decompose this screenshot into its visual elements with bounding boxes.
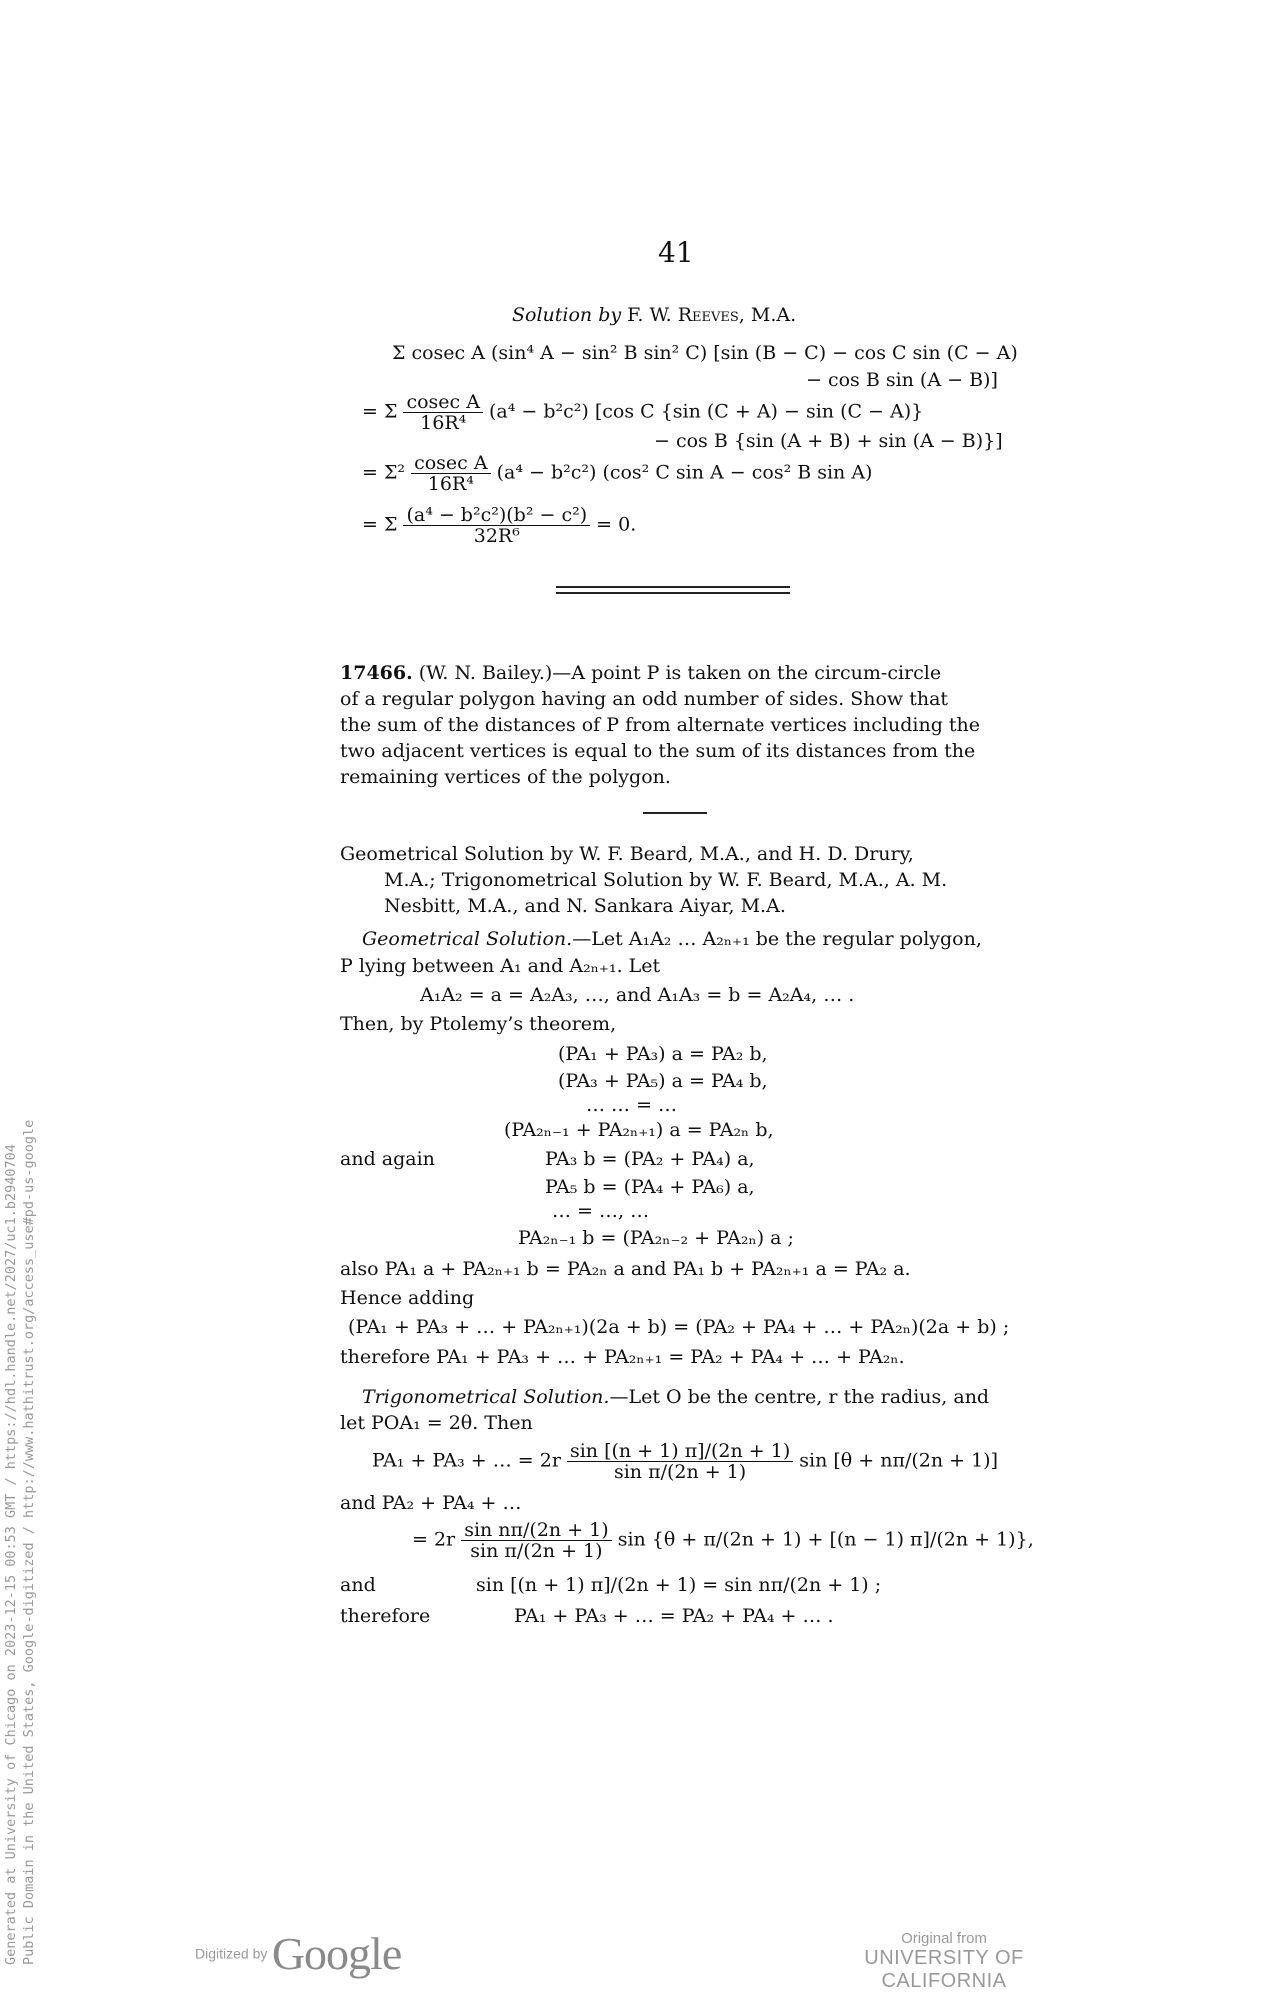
trig-eq-2-rest: sin {θ + π/(2n + 1) + [(n − 1) π]/(2n + 1)}, <box>617 1528 1034 1551</box>
ptolemy-1: (PA₁ + PA₃) a = PA₂ b, <box>558 1043 768 1065</box>
sum-line: (PA₁ + PA₃ + … + PA₂ₙ₊₁)(2a + b) = (PA₂ + PA₄ + … + PA₂ₙ)(2a + b) ; <box>348 1316 1010 1338</box>
institution-name: UNIVERSITY OF CALIFORNIA <box>864 1947 1024 1992</box>
reeves-eq-2-rest: (a⁴ − b²c²) [cos C {sin (C + A) − sin (C − A)} <box>488 400 924 423</box>
problem-line-3: the sum of the distances of P from alternate vertices including the <box>340 714 981 736</box>
page-number: 41 <box>658 236 694 269</box>
trig-eq-2-den: sin π/(2n + 1) <box>470 1540 603 1562</box>
digitized-by-google <box>195 1927 401 1980</box>
problem-line-1 <box>340 660 941 686</box>
reeves-heading-author: F. W. Reeves, M.A. <box>627 304 797 326</box>
geo-label: Geometrical Solution. <box>362 928 573 950</box>
reeves-eq-2-fraction <box>403 392 482 433</box>
hathitrust-attribution <box>2 1120 38 1965</box>
geo-line-4: Then, by Ptolemy’s theorem, <box>340 1013 617 1035</box>
reeves-eq-4-rest: = 0. <box>596 513 637 536</box>
trig-eq-2-fraction <box>461 1520 611 1561</box>
authors-line-1: Geometrical Solution by W. F. Beard, M.A., and H. D. Drury, <box>340 843 914 865</box>
trig-eq-1-fraction <box>567 1441 793 1482</box>
again-2: PA₅ b = (PA₄ + PA₆) a, <box>545 1176 755 1198</box>
reeves-eq-4-den: 32R⁶ <box>473 525 520 547</box>
trig-eq-1-den: sin π/(2n + 1) <box>613 1461 747 1483</box>
reeves-eq-2 <box>362 392 923 433</box>
again-4: PA₂ₙ₋₁ b = (PA₂ₙ₋₂ + PA₂ₙ) a ; <box>518 1227 794 1249</box>
short-rule <box>643 812 707 814</box>
trig-label: Trigonometrical Solution. <box>362 1386 610 1408</box>
reeves-eq-4-lead: = Σ <box>362 513 398 536</box>
geo-line-3: A₁A₂ = a = A₂A₃, …, and A₁A₃ = b = A₂A₄, … . <box>420 984 855 1006</box>
problem-line-2: of a regular polygon having an odd number of sides. Show that <box>340 688 949 710</box>
trig-eq-1-num: sin [(n + 1) π]/(2n + 1) <box>567 1441 793 1462</box>
also-line: also PA₁ a + PA₂ₙ₊₁ b = PA₂ₙ a and PA₁ b + PA₂ₙ₊₁ a = PA₂ a. <box>340 1258 911 1280</box>
ptolemy-2: (PA₃ + PA₅) a = PA₄ b, <box>558 1070 768 1092</box>
authors-line-3: Nesbitt, M.A., and N. Sankara Aiyar, M.A. <box>384 895 786 917</box>
trig-eq-1 <box>372 1441 998 1482</box>
trig-line-2: let POA₁ = 2θ. Then <box>340 1412 533 1434</box>
trig-and-1: and PA₂ + PA₄ + … <box>340 1492 522 1514</box>
reeves-eq-3-fraction <box>411 453 490 494</box>
trig-eq-2-num: sin nπ/(2n + 1) <box>461 1520 611 1541</box>
reeves-eq-4-fraction <box>403 505 590 546</box>
section-rule-bottom <box>556 592 790 594</box>
again-3: … = …, … <box>552 1200 650 1222</box>
attribution-line-2: Public Domain in the United States, Google-digitized / http://www.hathitrust.org/access_use#pd-us-google <box>21 1119 37 1965</box>
reeves-eq-4-num: (a⁴ − b²c²)(b² − c²) <box>403 505 590 526</box>
trig-line-1-rest: —Let O be the centre, r the radius, and <box>609 1386 990 1408</box>
trig-line-1 <box>362 1384 989 1410</box>
reeves-eq-2-num: cosec A <box>403 392 482 413</box>
original-from-label: Original from <box>901 1930 987 1947</box>
problem-number: 17466. <box>340 662 413 684</box>
trig-therefore-label: therefore <box>340 1605 431 1627</box>
geo-line-1-rest: —Let A₁A₂ … A₂ₙ₊₁ be the regular polygon, <box>572 928 982 950</box>
reeves-eq-2b: − cos B {sin (A + B) + sin (A − B)}] <box>654 430 1003 452</box>
trig-eq-2-lead: = 2r <box>412 1528 456 1551</box>
problem-line-5: remaining vertices of the polygon. <box>340 766 671 788</box>
original-from <box>804 1930 1084 1993</box>
reeves-eq-2-lead: = Σ <box>362 400 398 423</box>
trig-eq-2 <box>412 1520 1034 1561</box>
reeves-eq-3 <box>362 453 872 494</box>
attribution-line-1: Generated at University of Chicago on 2023-12-15 00:53 GMT / https://hdl.handle.net/2027/uc1.b2940704 <box>3 1144 19 1965</box>
problem-line-1-text: (W. N. Bailey.)—A point P is taken on the circum-circle <box>418 662 942 684</box>
ptolemy-4: (PA₂ₙ₋₁ + PA₂ₙ₊₁) a = PA₂ₙ b, <box>504 1119 774 1141</box>
again-1: PA₃ b = (PA₂ + PA₄) a, <box>545 1148 755 1170</box>
trig-eq-1-rest: sin [θ + nπ/(2n + 1)] <box>799 1449 999 1472</box>
reeves-eq-3-den: 16R⁴ <box>427 473 474 495</box>
trig-therefore-eq: PA₁ + PA₃ + … = PA₂ + PA₄ + … . <box>514 1605 834 1627</box>
section-rule-top <box>556 586 790 588</box>
reeves-heading-prefix: Solution by <box>512 304 622 326</box>
google-logo: Google <box>271 1928 402 1979</box>
geo-line-1 <box>362 926 982 952</box>
trig-and-2-eq: sin [(n + 1) π]/(2n + 1) = sin nπ/(2n + 1) ; <box>476 1574 882 1596</box>
and-again-label: and again <box>340 1148 435 1170</box>
trig-and-2-label: and <box>340 1574 376 1596</box>
reeves-eq-3-num: cosec A <box>411 453 490 474</box>
trig-eq-1-lead: PA₁ + PA₃ + … = 2r <box>372 1449 561 1472</box>
reeves-eq-3-rest: (a⁴ − b²c²) (cos² C sin A − cos² B sin A) <box>496 461 873 484</box>
ptolemy-3: … … = … <box>586 1094 678 1116</box>
digitized-by-label: Digitized by <box>195 1945 268 1962</box>
reeves-eq-2-den: 16R⁴ <box>420 412 467 434</box>
reeves-heading <box>512 302 796 328</box>
reeves-eq-3-lead: = Σ² <box>362 461 406 484</box>
reeves-eq-1a: Σ cosec A (sin⁴ A − sin² B sin² C) [sin (B − C) − cos C sin (C − A) <box>392 342 1018 364</box>
reeves-eq-4 <box>362 505 636 546</box>
problem-line-4: two adjacent vertices is equal to the sum of its distances from the <box>340 740 976 762</box>
geo-therefore-line: therefore PA₁ + PA₃ + … + PA₂ₙ₊₁ = PA₂ + PA₄ + … + PA₂ₙ. <box>340 1346 905 1368</box>
hence-line: Hence adding <box>340 1287 475 1309</box>
reeves-eq-1b: − cos B sin (A − B)] <box>806 369 998 391</box>
authors-line-2: M.A.; Trigonometrical Solution by W. F. Beard, M.A., A. M. <box>384 869 948 891</box>
geo-line-2: P lying between A₁ and A₂ₙ₊₁. Let <box>340 955 661 977</box>
